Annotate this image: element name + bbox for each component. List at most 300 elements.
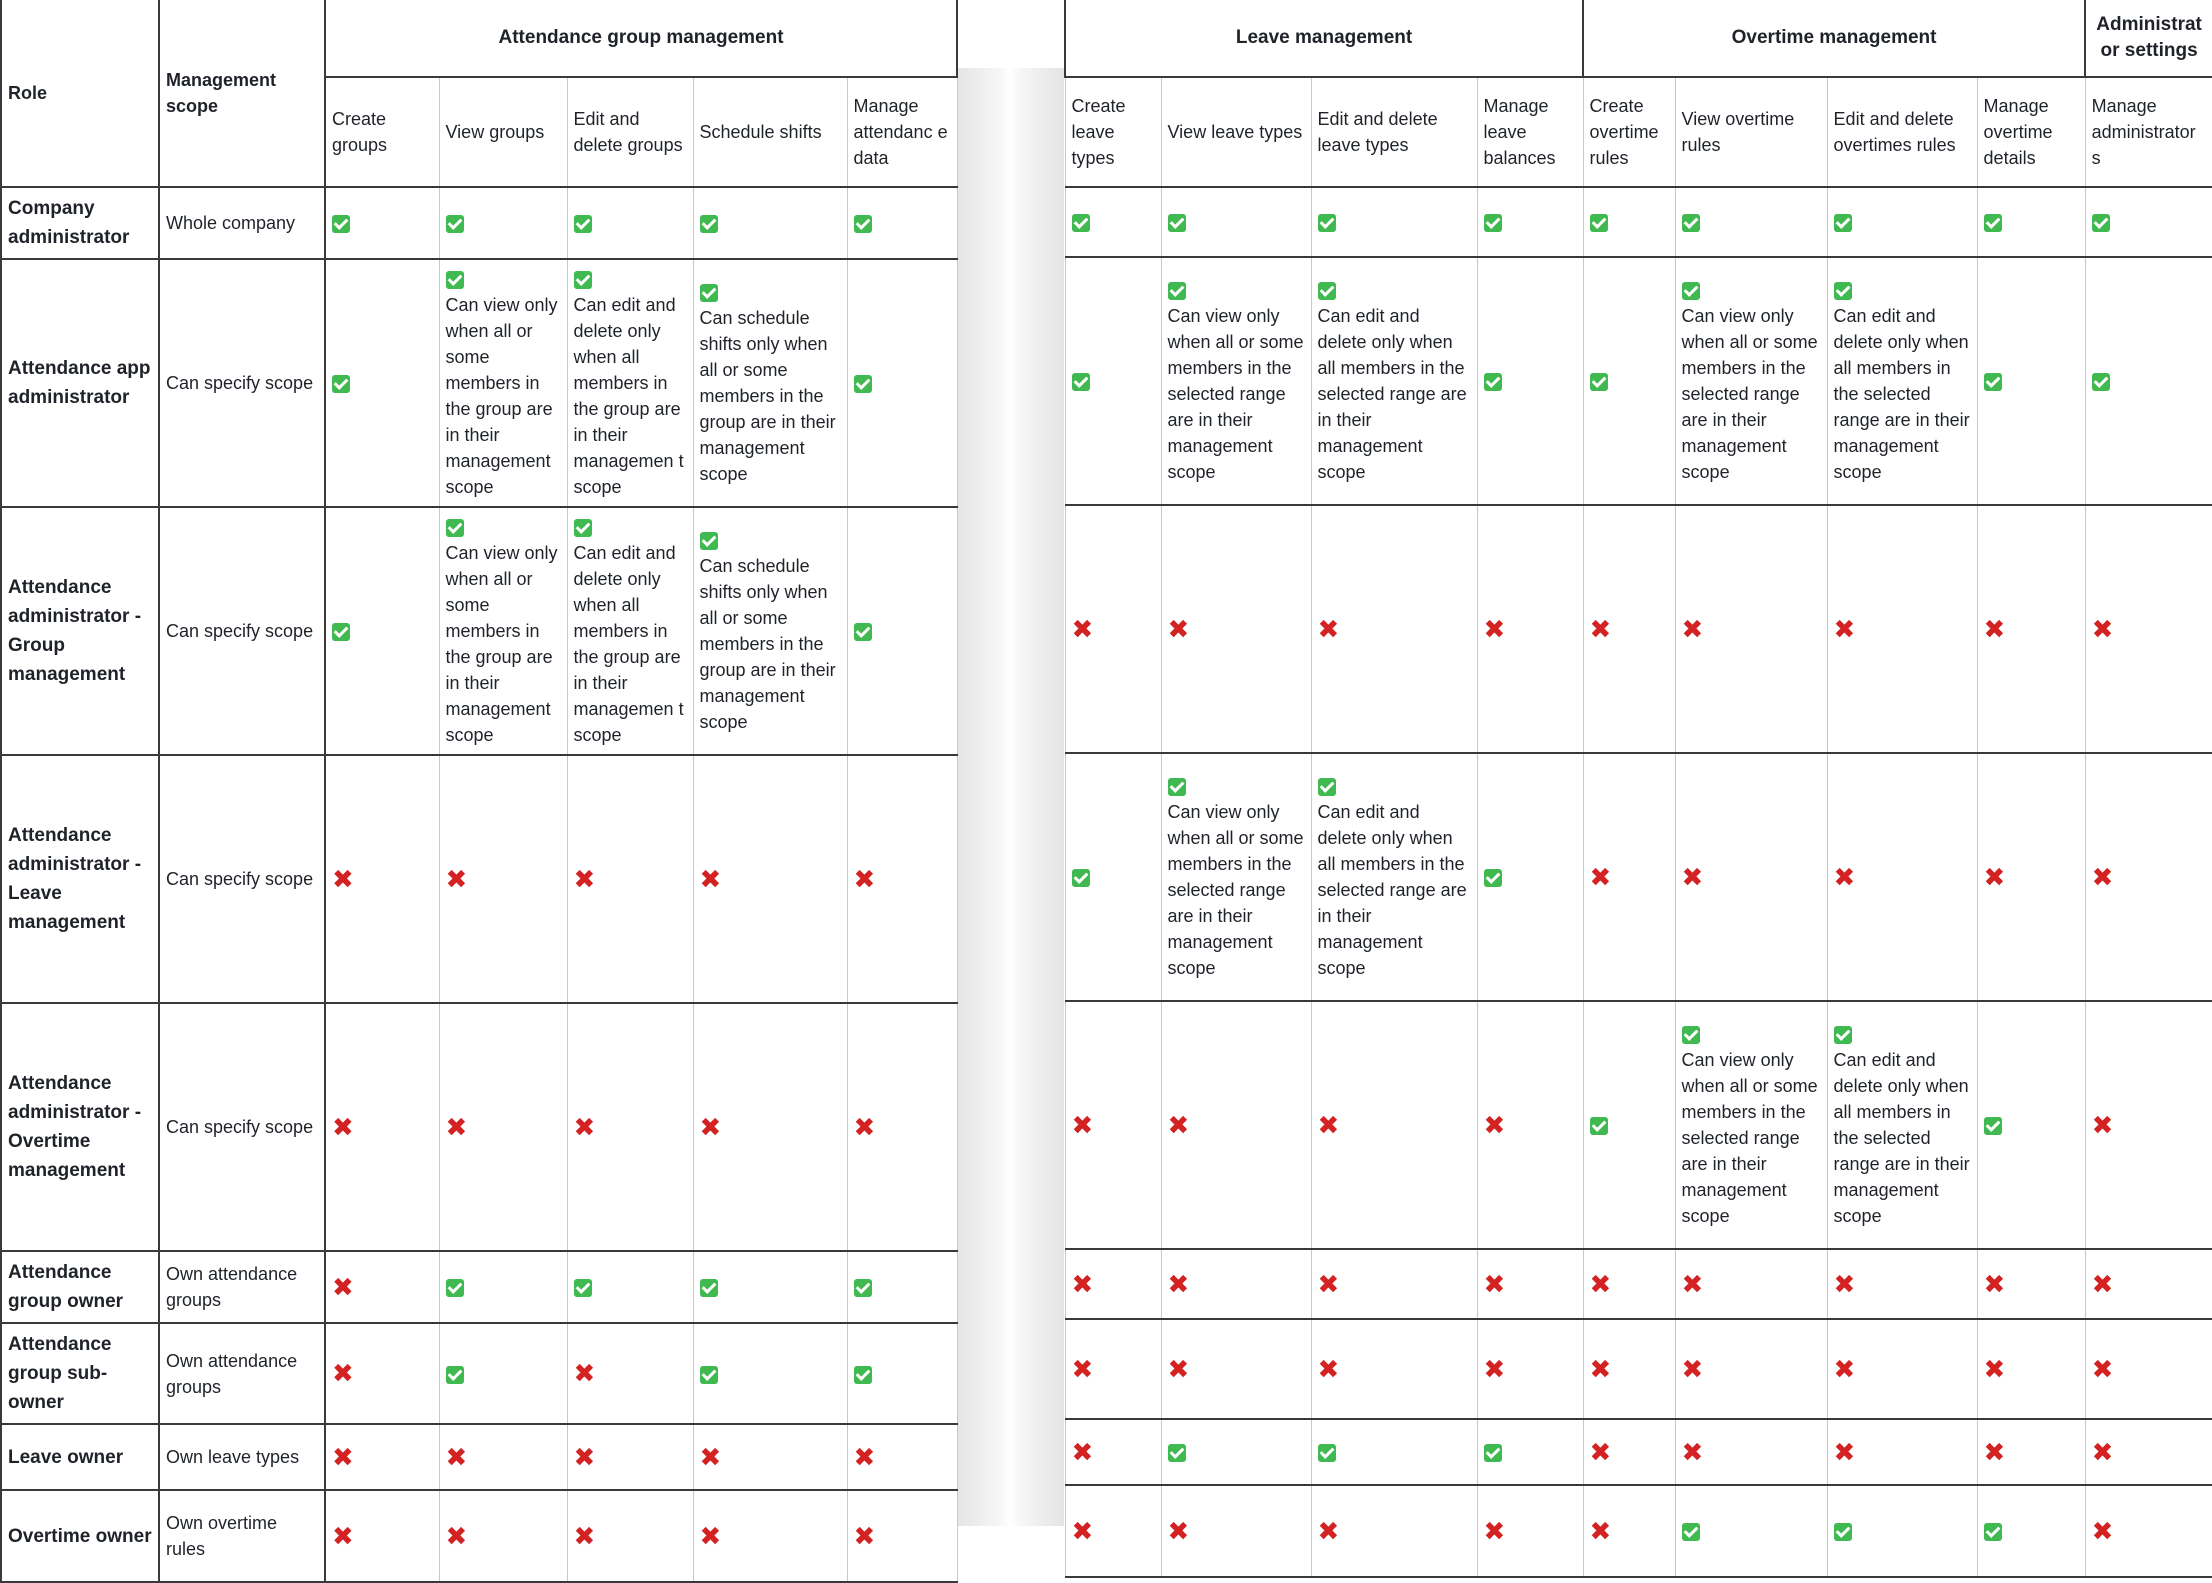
permission-cell <box>1675 257 1827 505</box>
permission-cell <box>847 1003 957 1251</box>
cross-icon: ✖ <box>332 1112 354 1143</box>
permission-cell <box>325 1424 439 1490</box>
permission-cell <box>2085 753 2212 1001</box>
check-icon <box>1484 373 1502 391</box>
cross-icon: ✖ <box>2091 1437 2114 1468</box>
cross-icon: ✖ <box>1071 1354 1094 1385</box>
role-cell: Attendance administrator - Group management <box>1 507 159 755</box>
permission-cell <box>1827 1249 1977 1319</box>
cross-icon: ✖ <box>332 1521 354 1552</box>
permission-cell <box>567 1424 693 1490</box>
permission-cell <box>1477 753 1583 1001</box>
table-row <box>1065 257 2212 505</box>
table-row <box>1 507 957 755</box>
table-row <box>1 755 957 1003</box>
cross-icon: ✖ <box>1483 1269 1506 1300</box>
table-row <box>1 1003 957 1251</box>
check-icon <box>332 375 350 393</box>
table-row <box>1 1490 957 1582</box>
cross-icon: ✖ <box>699 864 722 895</box>
cross-icon: ✖ <box>2091 1516 2114 1547</box>
cross-icon: ✖ <box>853 1521 876 1552</box>
check-icon <box>1168 778 1186 796</box>
cross-icon: ✖ <box>1983 1437 2006 1468</box>
permission-cell <box>1675 1485 1827 1577</box>
permission-cell <box>1675 1319 1827 1419</box>
table-row <box>1 259 957 507</box>
permission-cell <box>567 1251 693 1323</box>
cross-icon: ✖ <box>1833 1354 1856 1385</box>
permissions-table-part-2 <box>1064 0 2212 1578</box>
role-cell: Overtime owner <box>1 1490 159 1582</box>
scope-cell: Own leave types <box>159 1424 325 1490</box>
permission-cell <box>1583 505 1675 753</box>
scope-cell: Can specify scope <box>159 507 325 755</box>
permission-cell <box>1977 505 2085 753</box>
cross-icon: ✖ <box>332 1359 354 1390</box>
permission-note: Can view only when all or some members in the selected range are in their management scope <box>1167 306 1304 482</box>
permission-cell <box>1161 753 1311 1001</box>
check-icon <box>446 271 464 289</box>
cross-icon: ✖ <box>332 864 354 895</box>
scope-cell: Can specify scope <box>159 259 325 507</box>
permission-cell <box>325 1490 439 1582</box>
permission-cell <box>2085 1419 2212 1485</box>
check-icon <box>1984 1117 2002 1135</box>
role-cell: Attendance app administrator <box>1 259 159 507</box>
permission-note: Can view only when all or some members in the selected range are in their management scope <box>1681 306 1818 482</box>
permission-note: Can edit and delete only when all members in the selected range are in their management scope <box>1317 306 1467 482</box>
permission-cell <box>1065 187 1161 257</box>
permission-cell <box>439 1251 567 1323</box>
permission-cell <box>1477 187 1583 257</box>
permission-cell <box>439 1490 567 1582</box>
cross-icon: ✖ <box>1589 862 1612 893</box>
cross-icon: ✖ <box>1317 1110 1340 1141</box>
check-icon <box>700 532 718 550</box>
check-icon <box>1590 373 1608 391</box>
cross-icon: ✖ <box>853 1112 876 1143</box>
table-row <box>1 1251 957 1323</box>
scope-cell: Whole company <box>159 187 325 259</box>
column-header: Manage overtime details <box>1977 77 2085 187</box>
permission-cell <box>1477 1419 1583 1485</box>
permission-cell <box>439 259 567 507</box>
scope-header: Management scope <box>159 0 325 187</box>
cross-icon: ✖ <box>2091 1354 2114 1385</box>
cross-icon: ✖ <box>1167 614 1190 645</box>
permission-cell <box>439 507 567 755</box>
permission-cell <box>2085 505 2212 753</box>
permission-cell <box>1065 753 1161 1001</box>
permission-cell <box>693 259 847 507</box>
permission-cell <box>1977 187 2085 257</box>
column-header: Manage administrator s <box>2085 77 2212 187</box>
check-icon <box>1590 1117 1608 1135</box>
permission-cell <box>1977 1319 2085 1419</box>
permission-cell <box>325 187 439 259</box>
cross-icon: ✖ <box>332 1272 354 1303</box>
check-icon <box>1834 1026 1852 1044</box>
permission-cell <box>1675 1001 1827 1249</box>
cross-icon: ✖ <box>1589 1437 1612 1468</box>
cross-icon: ✖ <box>1589 1354 1612 1385</box>
permission-cell <box>1311 1001 1477 1249</box>
permission-cell <box>693 1323 847 1424</box>
permission-cell <box>693 507 847 755</box>
cross-icon: ✖ <box>332 1442 354 1473</box>
column-header: Schedule shifts <box>693 77 847 187</box>
permission-cell <box>847 1251 957 1323</box>
permission-note: Can edit and delete only when all members in the selected range are in their management scope <box>1833 1050 1970 1226</box>
cross-icon: ✖ <box>1483 1516 1506 1547</box>
scope-cell: Can specify scope <box>159 755 325 1003</box>
permission-cell <box>1477 1249 1583 1319</box>
cross-icon: ✖ <box>1167 1269 1190 1300</box>
permission-cell <box>1675 753 1827 1001</box>
permission-cell <box>1583 187 1675 257</box>
role-cell: Attendance administrator - Overtime management <box>1 1003 159 1251</box>
role-cell: Attendance administrator - Leave management <box>1 755 159 1003</box>
check-icon <box>700 1366 718 1384</box>
scope-cell: Can specify scope <box>159 1003 325 1251</box>
column-header: Manage leave balances <box>1477 77 1583 187</box>
permission-cell <box>693 1424 847 1490</box>
permission-cell <box>1311 1485 1477 1577</box>
permission-cell <box>1675 1419 1827 1485</box>
cross-icon: ✖ <box>1983 1354 2006 1385</box>
check-icon <box>700 284 718 302</box>
cross-icon: ✖ <box>445 864 468 895</box>
column-header: View overtime rules <box>1675 77 1827 187</box>
permission-cell <box>325 259 439 507</box>
permission-cell <box>1311 505 1477 753</box>
cross-icon: ✖ <box>1589 1269 1612 1300</box>
permission-cell <box>1311 1249 1477 1319</box>
overtime-group-header: Overtime management <box>1583 0 2085 77</box>
permission-cell <box>1827 505 1977 753</box>
permission-cell <box>2085 187 2212 257</box>
cross-icon: ✖ <box>1833 862 1856 893</box>
permission-cell <box>1827 1319 1977 1419</box>
permission-cell <box>693 187 847 259</box>
table-row <box>1065 505 2212 753</box>
permission-cell <box>1065 1419 1161 1485</box>
table-row <box>1065 1319 2212 1419</box>
role-cell: Attendance group owner <box>1 1251 159 1323</box>
check-icon <box>1484 869 1502 887</box>
cross-icon: ✖ <box>1681 862 1704 893</box>
permission-cell <box>1477 505 1583 753</box>
cross-icon: ✖ <box>1681 1269 1704 1300</box>
permission-cell <box>1583 1485 1675 1577</box>
check-icon <box>446 1279 464 1297</box>
permission-cell <box>1161 1249 1311 1319</box>
cross-icon: ✖ <box>1833 614 1856 645</box>
permission-cell <box>439 1003 567 1251</box>
permission-cell <box>1827 1419 1977 1485</box>
permission-cell <box>1477 257 1583 505</box>
cross-icon: ✖ <box>1983 862 2006 893</box>
permission-cell <box>2085 1249 2212 1319</box>
role-cell: Attendance group sub-owner <box>1 1323 159 1424</box>
cross-icon: ✖ <box>573 1442 596 1473</box>
cross-icon: ✖ <box>1071 1437 1094 1468</box>
column-header: View groups <box>439 77 567 187</box>
role-cell: Leave owner <box>1 1424 159 1490</box>
check-icon <box>1590 214 1608 232</box>
cross-icon: ✖ <box>445 1521 468 1552</box>
permission-cell <box>693 1003 847 1251</box>
permission-cell <box>1827 1485 1977 1577</box>
permission-cell <box>567 1323 693 1424</box>
permission-cell <box>1827 187 1977 257</box>
column-header: Edit and delete leave types <box>1311 77 1477 187</box>
cross-icon: ✖ <box>445 1112 468 1143</box>
attendance-group-header: Attendance group management <box>325 0 957 77</box>
admin-group-header: Administrat or settings <box>2085 0 2212 77</box>
permission-cell <box>693 755 847 1003</box>
permission-note: Can edit and delete only when all members in the selected range are in their management scope <box>1317 802 1467 978</box>
screenshot-splice-gap <box>956 68 1064 1526</box>
table-row <box>1065 1249 2212 1319</box>
leave-group-header: Leave management <box>1065 0 1583 77</box>
permission-cell <box>1161 1419 1311 1485</box>
cross-icon: ✖ <box>1983 1269 2006 1300</box>
permission-cell <box>1065 1319 1161 1419</box>
cross-icon: ✖ <box>2091 862 2114 893</box>
check-icon <box>1072 869 1090 887</box>
permission-cell <box>847 507 957 755</box>
check-icon <box>1318 214 1336 232</box>
table-row <box>1065 1419 2212 1485</box>
cross-icon: ✖ <box>1317 614 1340 645</box>
scope-cell: Own attendance groups <box>159 1323 325 1424</box>
permission-cell <box>847 755 957 1003</box>
cross-icon: ✖ <box>1167 1354 1190 1385</box>
check-icon <box>1318 778 1336 796</box>
column-header: Create leave types <box>1065 77 1161 187</box>
permission-cell <box>439 187 567 259</box>
cross-icon: ✖ <box>1589 614 1612 645</box>
cross-icon: ✖ <box>573 1112 596 1143</box>
cross-icon: ✖ <box>1483 1110 1506 1141</box>
check-icon <box>574 1279 592 1297</box>
table-row <box>1065 187 2212 257</box>
cross-icon: ✖ <box>573 864 596 895</box>
permission-note: Can view only when all or some members in the group are in their management scope <box>445 295 558 497</box>
cross-icon: ✖ <box>1317 1269 1340 1300</box>
permission-cell <box>439 755 567 1003</box>
permission-cell <box>325 1251 439 1323</box>
permission-note: Can view only when all or some members in the selected range are in their management scope <box>1167 802 1304 978</box>
column-header: Create overtime rules <box>1583 77 1675 187</box>
permission-cell <box>1675 505 1827 753</box>
permission-cell <box>1583 1419 1675 1485</box>
permission-cell <box>1977 753 2085 1001</box>
table-row <box>1 1323 957 1424</box>
permission-note: Can view only when all or some members in the selected range are in their management scope <box>1681 1050 1818 1226</box>
table-row <box>1065 1485 2212 1577</box>
cross-icon: ✖ <box>1833 1269 1856 1300</box>
check-icon <box>446 1366 464 1384</box>
check-icon <box>1072 373 1090 391</box>
scope-cell: Own attendance groups <box>159 1251 325 1323</box>
permission-cell <box>1477 1485 1583 1577</box>
permission-cell <box>1161 505 1311 753</box>
check-icon <box>574 271 592 289</box>
check-icon <box>2092 214 2110 232</box>
check-icon <box>1318 282 1336 300</box>
permission-cell <box>567 507 693 755</box>
check-icon <box>574 215 592 233</box>
permission-cell <box>1583 1249 1675 1319</box>
permission-cell <box>567 259 693 507</box>
cross-icon: ✖ <box>1681 614 1704 645</box>
cross-icon: ✖ <box>1681 1437 1704 1468</box>
permission-cell <box>1977 1001 2085 1249</box>
column-header: Edit and delete groups <box>567 77 693 187</box>
cross-icon: ✖ <box>853 864 876 895</box>
cross-icon: ✖ <box>445 1442 468 1473</box>
permission-cell <box>1311 1419 1477 1485</box>
permission-cell <box>1065 1249 1161 1319</box>
permission-cell <box>567 187 693 259</box>
cross-icon: ✖ <box>699 1112 722 1143</box>
permission-cell <box>847 1424 957 1490</box>
permission-cell <box>325 1003 439 1251</box>
check-icon <box>1168 1444 1186 1462</box>
permission-cell <box>1583 1319 1675 1419</box>
check-icon <box>1984 373 2002 391</box>
check-icon <box>700 215 718 233</box>
permission-cell <box>325 507 439 755</box>
check-icon <box>1834 282 1852 300</box>
check-icon <box>446 215 464 233</box>
check-icon <box>1984 214 2002 232</box>
permission-cell <box>693 1251 847 1323</box>
permission-cell <box>693 1490 847 1582</box>
check-icon <box>574 519 592 537</box>
check-icon <box>700 1279 718 1297</box>
permission-note: Can view only when all or some members in the group are in their management scope <box>445 543 558 745</box>
permission-cell <box>2085 1319 2212 1419</box>
permission-cell <box>1827 753 1977 1001</box>
cross-icon: ✖ <box>1317 1516 1340 1547</box>
cross-icon: ✖ <box>1483 614 1506 645</box>
cross-icon: ✖ <box>1317 1354 1340 1385</box>
cross-icon: ✖ <box>573 1359 596 1390</box>
permission-cell <box>1977 1249 2085 1319</box>
check-icon <box>1168 282 1186 300</box>
permission-note: Can schedule shifts only when all or some members in the group are in their management scope <box>699 308 836 484</box>
permission-cell <box>2085 1485 2212 1577</box>
check-icon <box>1318 1444 1336 1462</box>
check-icon <box>854 375 872 393</box>
check-icon <box>854 623 872 641</box>
check-icon <box>1682 1026 1700 1044</box>
permission-cell <box>325 755 439 1003</box>
permission-note: Can edit and delete only when all members in the group are in their managemen t scope <box>573 295 684 497</box>
check-icon <box>446 519 464 537</box>
cross-icon: ✖ <box>1167 1110 1190 1141</box>
permission-cell <box>1161 1001 1311 1249</box>
column-header: Edit and delete overtimes rules <box>1827 77 1977 187</box>
permission-cell <box>847 1323 957 1424</box>
check-icon <box>1484 214 1502 232</box>
permission-cell <box>1977 257 2085 505</box>
permission-cell <box>1477 1001 1583 1249</box>
permission-cell <box>847 259 957 507</box>
role-header: Role <box>1 0 159 187</box>
permission-cell <box>1311 753 1477 1001</box>
cross-icon: ✖ <box>573 1521 596 1552</box>
check-icon <box>332 215 350 233</box>
permission-cell <box>1065 1001 1161 1249</box>
permission-cell <box>1311 187 1477 257</box>
check-icon <box>2092 373 2110 391</box>
permission-cell <box>325 1323 439 1424</box>
check-icon <box>1484 1444 1502 1462</box>
permission-cell <box>1065 257 1161 505</box>
permission-note: Can schedule shifts only when all or some members in the group are in their management scope <box>699 556 836 732</box>
permission-cell <box>2085 257 2212 505</box>
check-icon <box>1072 214 1090 232</box>
permission-cell <box>1827 257 1977 505</box>
check-icon <box>854 1279 872 1297</box>
table-row <box>1065 753 2212 1001</box>
permission-cell <box>1161 1319 1311 1419</box>
permission-cell <box>439 1424 567 1490</box>
permission-cell <box>847 187 957 259</box>
scope-cell: Own overtime rules <box>159 1490 325 1582</box>
permission-cell <box>1161 187 1311 257</box>
cross-icon: ✖ <box>853 1442 876 1473</box>
permission-cell <box>1161 257 1311 505</box>
check-icon <box>1168 214 1186 232</box>
permission-cell <box>1583 753 1675 1001</box>
cross-icon: ✖ <box>1833 1437 1856 1468</box>
permission-note: Can edit and delete only when all members in the selected range are in their management scope <box>1833 306 1970 482</box>
permission-cell <box>2085 1001 2212 1249</box>
permission-cell <box>1065 1485 1161 1577</box>
cross-icon: ✖ <box>1071 1110 1094 1141</box>
column-header: Create groups <box>325 77 439 187</box>
cross-icon: ✖ <box>2091 1110 2114 1141</box>
permissions-table-part-1 <box>0 0 958 1583</box>
permission-cell <box>1583 1001 1675 1249</box>
cross-icon: ✖ <box>1681 1354 1704 1385</box>
cross-icon: ✖ <box>699 1442 722 1473</box>
cross-icon: ✖ <box>1983 614 2006 645</box>
permission-cell <box>1161 1485 1311 1577</box>
cross-icon: ✖ <box>1071 1516 1094 1547</box>
cross-icon: ✖ <box>2091 614 2114 645</box>
permission-cell <box>1477 1319 1583 1419</box>
check-icon <box>332 623 350 641</box>
permission-cell <box>1311 257 1477 505</box>
permission-cell <box>1977 1485 2085 1577</box>
permission-cell <box>567 755 693 1003</box>
cross-icon: ✖ <box>1071 1269 1094 1300</box>
role-cell: Company administrator <box>1 187 159 259</box>
cross-icon: ✖ <box>699 1521 722 1552</box>
permission-cell <box>1583 257 1675 505</box>
permission-cell <box>1977 1419 2085 1485</box>
cross-icon: ✖ <box>1167 1516 1190 1547</box>
table-row <box>1065 1001 2212 1249</box>
cross-icon: ✖ <box>2091 1269 2114 1300</box>
